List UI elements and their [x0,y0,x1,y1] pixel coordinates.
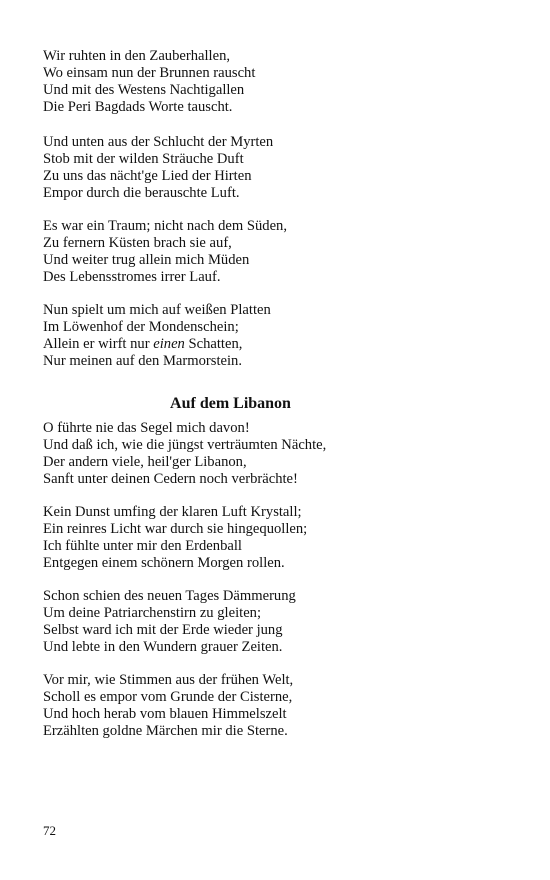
verse-line: Ein reinres Licht war durch sie hingequollen; [43,520,308,537]
poem1-stanza-3 [43,218,513,286]
verse-line: Wir ruhten in den Zauberhallen, [43,48,231,64]
verse-line: Und unten aus der Schlucht der Myrten [43,134,274,150]
verse-line: Sanft unter deinen Cedern noch verbrächte! [43,470,298,487]
verse-line: Es war ein Traum; nicht nach dem Süden, [43,218,288,234]
verse-line: Selbst ward ich mit der Erde wieder jung [43,621,283,638]
verse-line: Und mit des Westens Nachtigallen [43,81,245,98]
verse-line: Des Lebensstromes irrer Lauf. [43,268,221,285]
verse-line: Zu uns das nächt'ge Lied der Hirten [43,167,252,184]
verse-line: Entgegen einem schönern Morgen rollen. [43,554,285,571]
poem1-stanza-4 [43,302,513,370]
verse-line: Und hoch herab vom blauen Himmelszelt [43,705,287,722]
verse-line: Kein Dunst umfing der klaren Luft Krystall; [43,504,302,520]
verse-line: O führte nie das Segel mich davon! [43,420,250,436]
poem2-stanza-4 [43,672,513,740]
poem1-stanza-1 [43,48,513,116]
verse-fragment: Schatten, [184,335,243,352]
verse-line: Die Peri Bagdads Worte tauscht. [43,98,233,115]
verse-line: Schon schien des neuen Tages Dämmerung [43,588,296,604]
poem2-stanza-3 [43,588,513,656]
verse-line: Stob mit der wilden Sträuche Duft [43,150,244,167]
verse-line: Erzählten goldne Märchen mir die Sterne. [43,722,288,739]
verse-line: Nur meinen auf den Marmorstein. [43,352,242,369]
verse-line: Und lebte in den Wundern grauer Zeiten. [43,638,283,655]
verse-line: Vor mir, wie Stimmen aus der frühen Welt, [43,672,294,688]
poem2-stanza-1 [43,420,513,488]
page-number: 72 [43,823,56,838]
verse-fragment: Allein er wirft nur [43,335,154,352]
poem-title: Auf dem Libanon [170,395,291,412]
verse-line [43,336,513,353]
verse-line: Empor durch die berauschte Luft. [43,184,240,201]
verse-line: Der andern viele, heil'ger Libanon, [43,453,247,470]
poem2-stanza-2 [43,504,513,572]
verse-line: Ich fühlte unter mir den Erdenball [43,537,242,554]
verse-line: Wo einsam nun der Brunnen rauscht [43,64,256,81]
verse-line: Und weiter trug allein mich Müden [43,251,250,268]
verse-line: Zu fernern Küsten brach sie auf, [43,234,232,251]
verse-line: Und daß ich, wie die jüngst verträumten Nächte, [43,436,327,453]
poem1-stanza-2 [43,134,513,202]
verse-line: Nun spielt um mich auf weißen Platten [43,302,271,318]
verse-line: Um deine Patriarchenstirn zu gleiten; [43,604,262,621]
verse-line: Im Löwenhof der Mondenschein; [43,318,239,335]
verse-line: Scholl es empor vom Grunde der Cisterne, [43,688,293,705]
emphasized-word: einen [153,335,185,352]
